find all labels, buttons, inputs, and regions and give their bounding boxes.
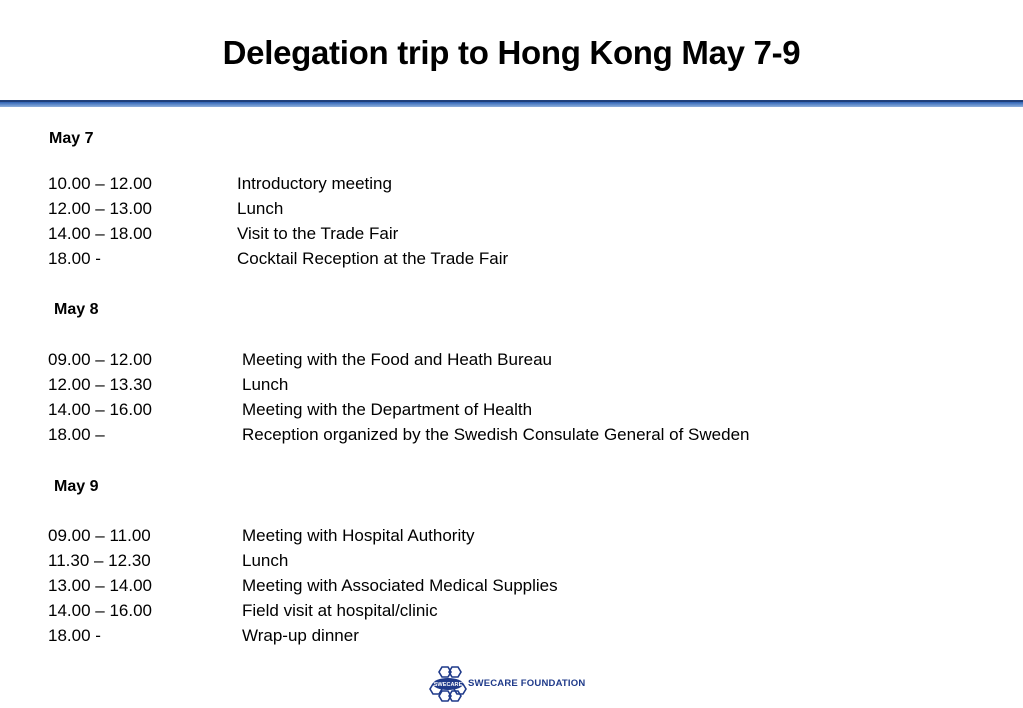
schedule-activity: Meeting with Associated Medical Supplies xyxy=(242,576,558,595)
schedule-time: 12.00 – 13.00 xyxy=(48,199,152,218)
schedule-time: 09.00 – 12.00 xyxy=(48,350,152,369)
day-heading-may-7: May 7 xyxy=(49,130,94,147)
schedule-time: 11.30 – 12.30 xyxy=(48,551,151,570)
title-divider-thick xyxy=(0,102,1023,107)
schedule-time: 14.00 – 16.00 xyxy=(48,400,152,419)
schedule-activity: Meeting with the Food and Heath Bureau xyxy=(242,350,552,369)
schedule-activity: Cocktail Reception at the Trade Fair xyxy=(237,249,509,268)
schedule-activity: Meeting with Hospital Authority xyxy=(242,526,475,545)
schedule-time: 14.00 – 16.00 xyxy=(48,601,152,620)
logo-text: SWECARE FOUNDATION xyxy=(468,678,586,689)
schedule-time: 18.00 - xyxy=(48,626,101,645)
schedule-activity: Lunch xyxy=(242,551,289,570)
page-title: Delegation trip to Hong Kong May 7-9 xyxy=(222,34,801,71)
day-heading-may-8: May 8 xyxy=(54,301,99,318)
schedule-time: 10.00 – 12.00 xyxy=(48,174,152,193)
schedule-activity: Introductory meeting xyxy=(237,174,392,193)
schedule-activity: Wrap-up dinner xyxy=(242,626,359,645)
day-heading-may-9: May 9 xyxy=(54,478,99,495)
schedule-time: 14.00 – 18.00 xyxy=(48,224,152,243)
schedule-time: 12.00 – 13.30 xyxy=(48,375,152,394)
schedule-activity: Lunch xyxy=(237,199,284,218)
logo-badge-text: SWECARE xyxy=(433,682,463,689)
schedule-activity: Meeting with the Department of Health xyxy=(242,400,533,419)
schedule-activity: Lunch xyxy=(242,375,289,394)
schedule-time: 18.00 - xyxy=(48,249,101,268)
hexagon-cluster-icon xyxy=(428,665,468,703)
schedule-time: 18.00 – xyxy=(48,425,105,444)
schedule-activity: Visit to the Trade Fair xyxy=(237,224,399,243)
schedule-time: 13.00 – 14.00 xyxy=(48,576,152,595)
schedule-time: 09.00 – 11.00 xyxy=(48,526,151,545)
swecare-logo xyxy=(428,665,608,703)
schedule-activity: Reception organized by the Swedish Consulate General of Sweden xyxy=(242,425,750,444)
schedule-activity: Field visit at hospital/clinic xyxy=(242,601,438,620)
